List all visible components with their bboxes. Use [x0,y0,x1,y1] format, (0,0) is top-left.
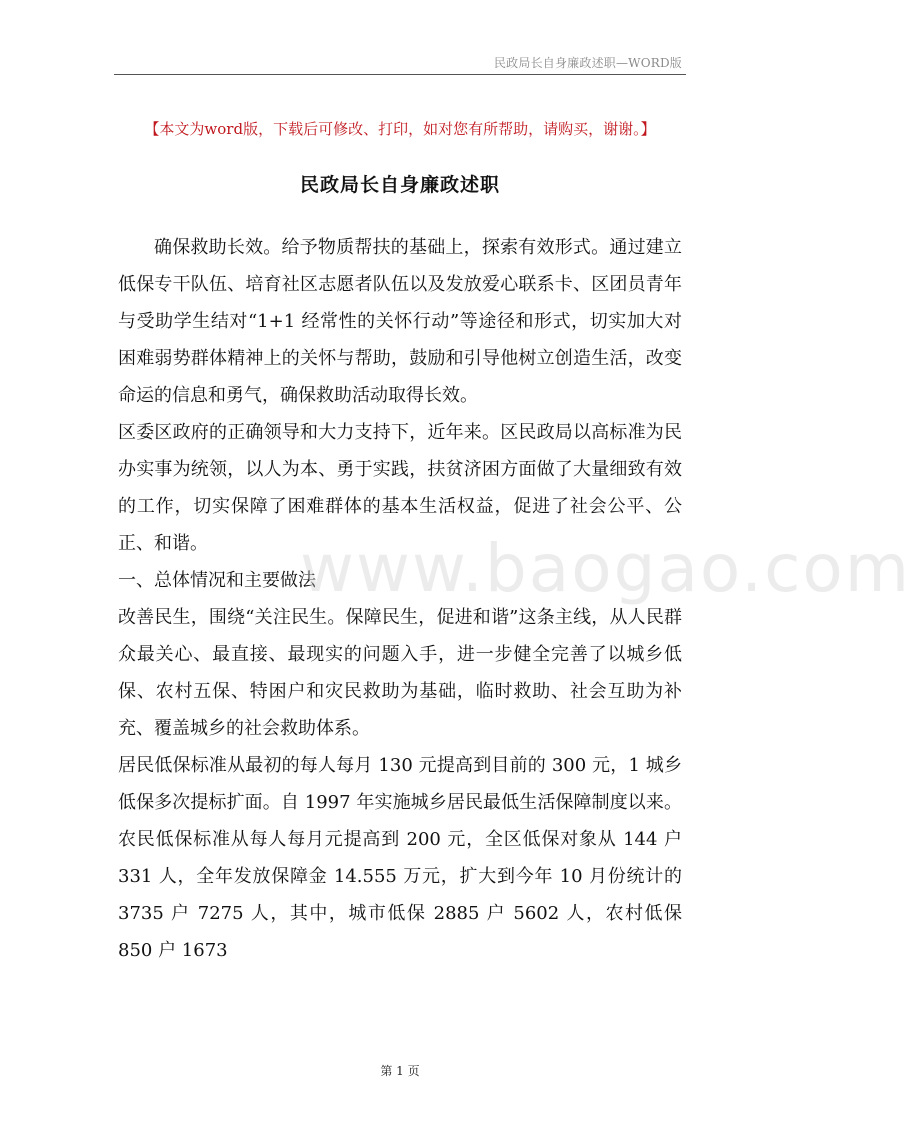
section-heading: 一、总体情况和主要做法 [118,570,316,591]
running-header: 民政局长自身廉政述职—WORD版 [493,56,682,70]
download-notice: 【本文为word版，下载后可修改、打印，如对您有所帮助，请购买，谢谢。】 [144,120,656,138]
document-body [118,229,682,969]
paragraph: 居民低保标准从最初的每人每月 130 元提高到目前的 300 元，1 城乡低保多次提标扩面。自 1997 年实施城乡居民最低生活保障制度以来。农民低保标准从每人每月元提高到 200 元，全区低保对象从 144 户 331 人，全年发放保障金 14.555 万元，扩大到今年 10 月份统计的 3735 户 7275 人，其中，城市低保 2885 户 5602 人，农村低保 850 户 1673 [118,755,682,961]
paragraph: 确保救助长效。给予物质帮扶的基础上，探索有效形式。通过建立低保专干队伍、培育社区志愿者队伍以及发放爱心联系卡、区团员青年与受助学生结对“1+1 经常性的关怀行动”等途径和形式，切实加大对困难弱势群体精神上的关怀与帮助，鼓励和引导他树立创造生活，改变命运的信息和勇气，确保救助活动取得长效。 [118,237,682,406]
header-divider [114,74,686,75]
document-title: 民政局长自身廉政述职 [299,174,500,196]
paragraph: 改善民生，围绕“关注民生。保障民生，促进和谐”这条主线，从人民群众最关心、最直接、最现实的问题入手，进一步健全完善了以城乡低保、农村五保、特困户和灾民救助为基础，临时救助、社会互助为补充、覆盖城乡的社会救助体系。 [118,607,682,739]
page-number: 第 1 页 [380,1064,420,1078]
watermark: www.baogao.com [300,530,911,607]
paragraph: 区委区政府的正确领导和大力支持下，近年来。区民政局以高标准为民办实事为统领，以人为本、勇于实践，扶贫济困方面做了大量细致有效的工作，切实保障了困难群体的基本生活权益，促进了社会公平、公正、和谐。 [118,422,682,554]
